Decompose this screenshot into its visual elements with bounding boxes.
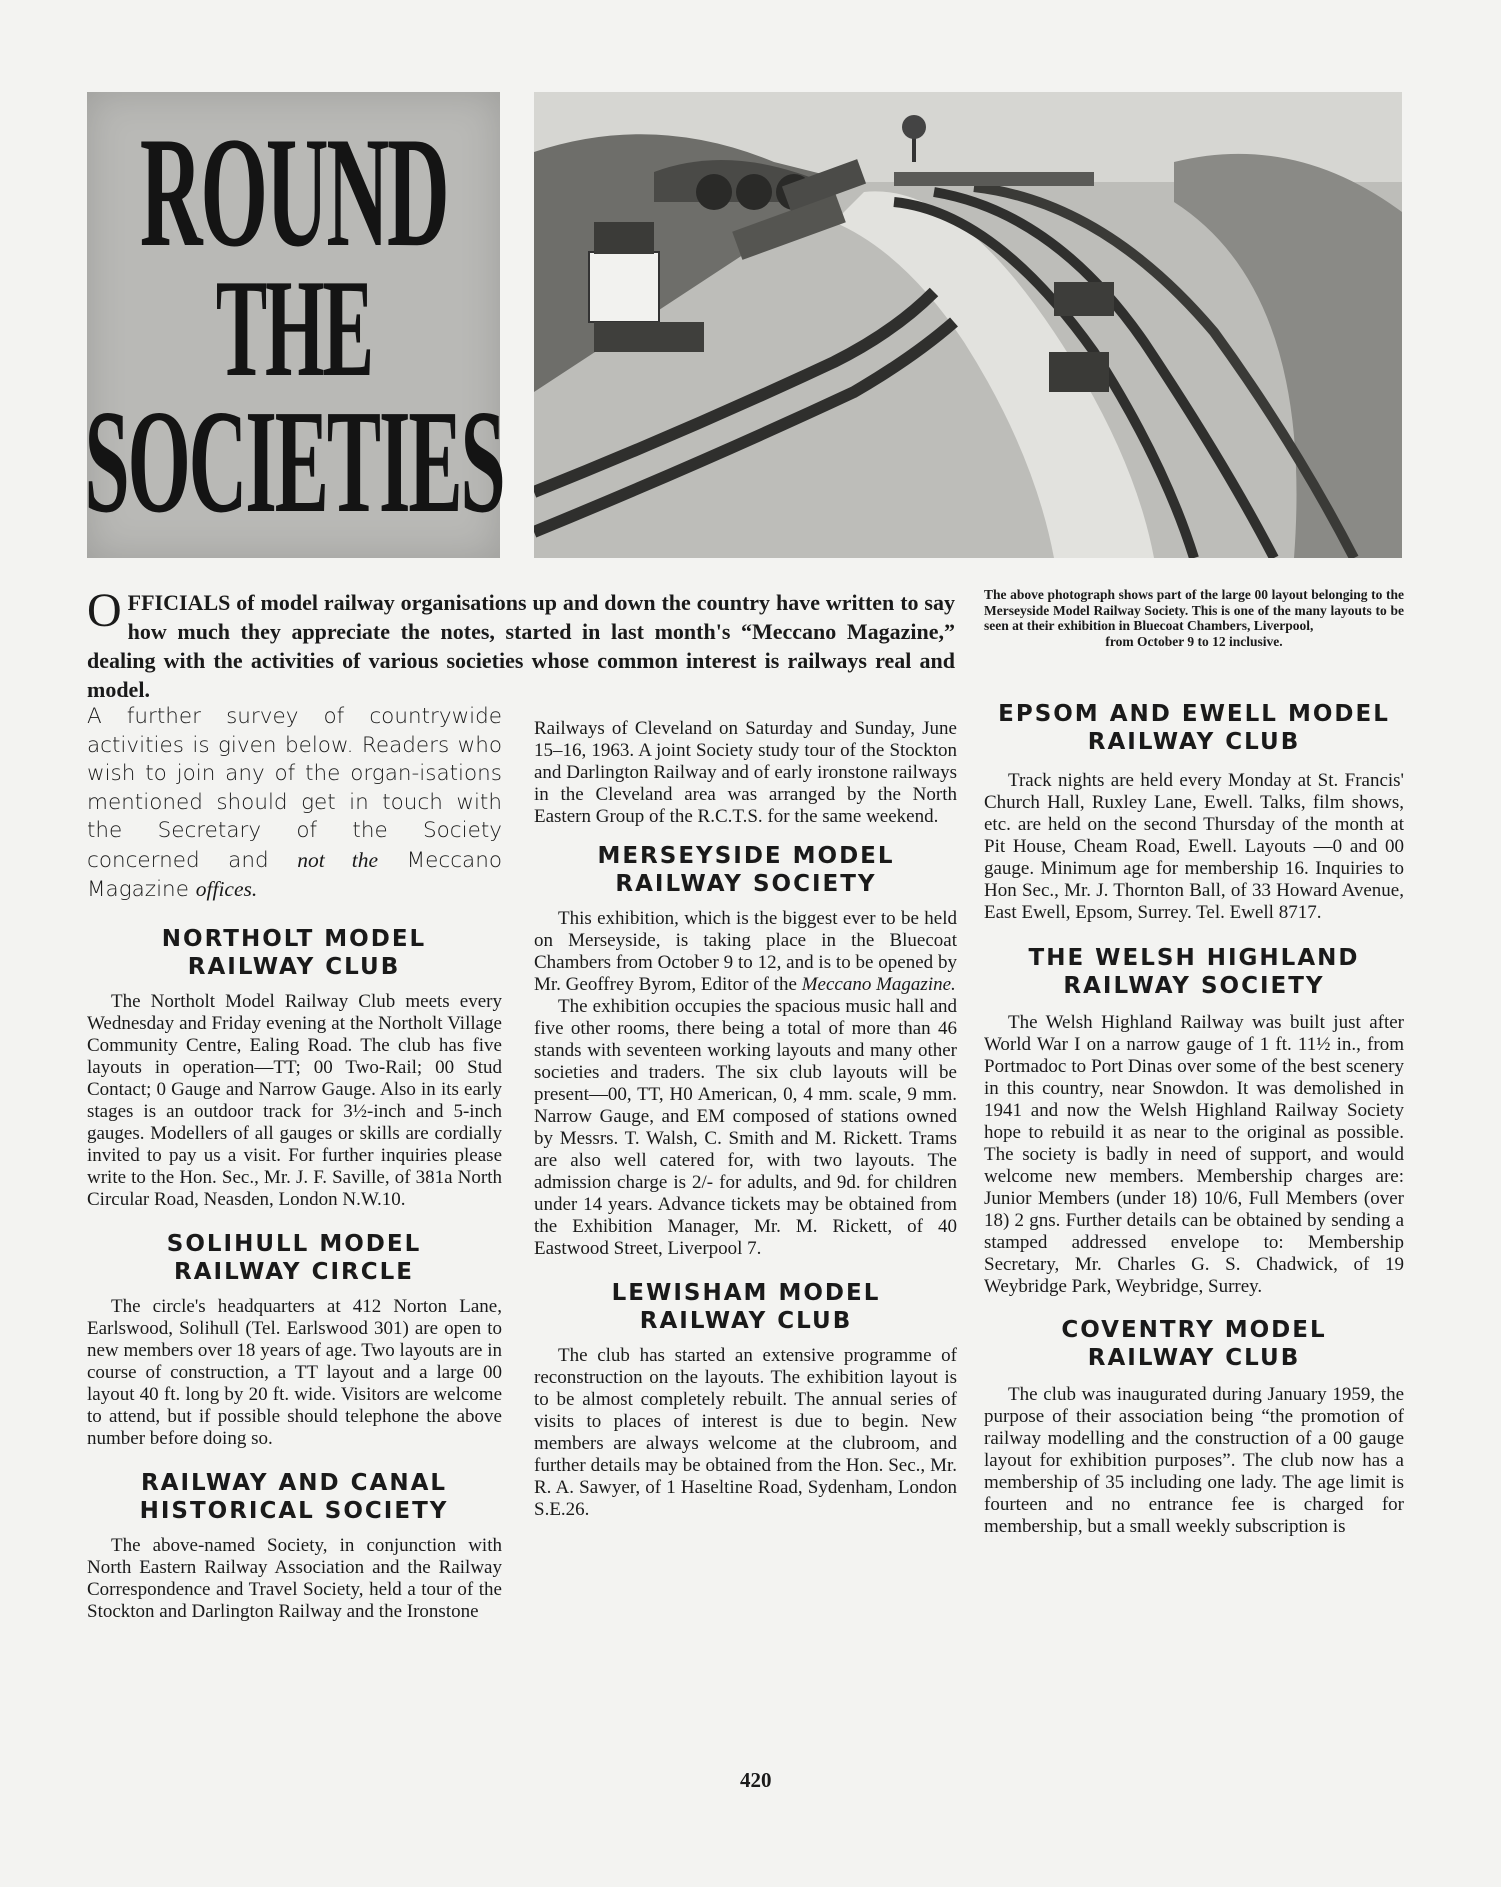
intro-text: FFICIALS of model railway organisations up and down the country have written to say how much they appreciate the notes, started in last month's “Meccano Magazine,” dealing with the activities of various societies whose common interest is railways real and model. [87, 590, 955, 702]
column-1 [87, 703, 502, 1623]
layout-photograph [534, 92, 1402, 558]
title-banner [83, 92, 504, 558]
body-canal-continued: Railways of Cleveland on Saturday and Sunday, June 15–16, 1963. A joint Society study tour of the Stockton and Darlington Railway and of early ironstone railways in the Cleveland area was arranged by the North Eastern Group of the R.C.T.S. for the same weekend. [534, 718, 957, 827]
heading-northolt: NORTHOLT MODEL RAILWAY CLUB [161, 925, 427, 980]
body-merseyside-2: The exhibition occupies the spacious music hall and five other rooms, there being a total of more than 46 stands with seventeen working layouts and many other societies and traders. The six club layouts will be present—00, TT, H0 American, 0, 4 mm. scale, 9 mm. Narrow Gauge, and EM composed of stations owned by Messrs. T. Walsh, C. Smith and M. Rickett. Trams are also well catered for, with two layouts. The admission charge is 2/- for adults, and 9d. for children under 14 years. Advance tickets may be obtained from the Exhibition Manager, Mr. M. Rickett, of 40 Eastwood Street, Liverpool 7. [534, 996, 957, 1259]
lead-paragraph [87, 703, 502, 905]
heading-merseyside: MERSEYSIDE MODEL RAILWAY SOCIETY [597, 843, 895, 897]
body-epsom: Track nights are held every Monday at St. Francis' Church Hall, Ruxley Lane, Ewell. Talks, film shows, etc. are held on the second Thursday of the month at Pit House, Cheam Road, Ewell. Layouts —0 and 00 gauge. Minimum age for membership 16. Inquiries to Hon Sec., Mr. J. Thornton Ball, of 33 Howard Avenue, East Ewell, Epsom, Surrey. Tel. Ewell 8717. [984, 770, 1404, 923]
body-northolt: The Northolt Model Railway Club meets every Wednesday and Friday evening at the Northolt Village Community Centre, Ealing Road. The club has five layouts in operation—TT; 00 Two-Rail; 00 Stud Contact; 0 Gauge and Narrow Gauge. Also in its early stages is an outdoor track for 3½-inch and 5-inch gauges. Modellers of all gauges or skills are cordially invited to pay us a visit. For further inquiries please write to the Hon. Sec., Mr. J. F. Saville, of 381a North Circular Road, Neasden, London N.W.10. [87, 990, 502, 1210]
caption-text: The above photograph shows part of the large 00 layout belonging to the Merseyside Model Railway Society. This is one of the many layouts to be seen at their exhibition in Bluecoat Chambers, Liverpool, [984, 587, 1404, 633]
lead-tail: Meccano Magazine [87, 847, 503, 902]
heading-epsom: EPSOM AND EWELL MODEL RAILWAY CLUB [998, 701, 1390, 755]
intro-paragraph [87, 584, 955, 704]
lead-emphasis: not the [297, 847, 379, 872]
title-line-3: SOCIETIES [83, 380, 504, 544]
drop-cap: O [87, 584, 122, 637]
column-3 [984, 700, 1404, 1538]
body-lewisham: The club has started an extensive programme of reconstruction on the layouts. The exhibition layout is to be almost completely rebuilt. The annual series of visits to places of interest is due to begin. New members are always welcome at the clubroom, and further details may be obtained from the Hon. Sec., Mr. R. A. Sawyer, of 1 Haseltine Road, Sydenham, London S.E.26. [534, 1345, 957, 1520]
merseyside-emphasis: Meccano Magazine. [801, 974, 956, 995]
heading-solihull: SOLIHULL MODEL RAILWAY CIRCLE [166, 1230, 422, 1285]
railway-layout-illustration [534, 92, 1402, 558]
lead-emphasis-2: offices. [195, 877, 258, 901]
body-solihull: The circle's headquarters at 412 Norton Lane, Earlswood, Solihull (Tel. Earlswood 301) are open to new members over 18 years of age. Two layouts are in course of construction, a TT layout and a large 00 layout 40 ft. long by 20 ft. wide. Visitors are welcome to attend, but if possible should telephone the above number before doing so. [87, 1295, 502, 1449]
title-line-2: THE [215, 251, 372, 407]
merseyside-text: This exhibition, which is the biggest ever to be held on Merseyside, is taking place in the Bluecoat Chambers from October 9 to 12, and is to be opened by Mr. Geoffrey Byrom, Editor of the [534, 908, 957, 995]
caption-last-line: from October 9 to 12 inclusive. [1105, 633, 1283, 649]
title-line-1: ROUND [139, 104, 448, 280]
heading-welsh: THE WELSH HIGHLAND RAILWAY SOCIETY [1028, 945, 1360, 999]
heading-coventry: COVENTRY MODEL RAILWAY CLUB [1061, 1317, 1327, 1371]
column-2 [534, 718, 957, 1521]
photo-caption [984, 587, 1404, 649]
body-coventry: The club was inaugurated during January 1959, the purpose of their association being “the promotion of railway modelling and the construction of a 00 gauge layout for exhibition purposes”. The club now has a membership of 35 including one lady. The age limit is fourteen and no entrance fee is charged for membership, but a small weekly subscription is [984, 1384, 1404, 1537]
heading-lewisham: LEWISHAM MODEL RAILWAY CLUB [611, 1280, 881, 1334]
lead-text: A further survey of countrywide activities is given below. Readers who wish to join any of the organ-isations mentioned should get in touch with the Secretary of the Society concerned and [87, 704, 502, 873]
body-merseyside-1 [534, 908, 957, 996]
page-number: 420 [740, 1768, 772, 1792]
body-welsh: The Welsh Highland Railway was built just after World War I on a narrow gauge of 1 ft. 11½ in., from Portmadoc to Port Dinas over some of the best scenery in this country, near Snowdon. It was demolished in 1941 and now the Welsh Highland Railway Society hope to rebuild it as near to the original as possible. The society is badly in need of support, and would welcome new members. Membership charges are: Junior Members (under 18) 10/6, Full Members (over 18) 2 gns. Further details can be obtained by sending a stamped addressed envelope to: Membership Secretary, Mr. Charles G. S. Chadwick, of 19 Weybridge Park, Weybridge, Surrey. [984, 1012, 1404, 1297]
body-canal: The above-named Society, in conjunction with North Eastern Railway Association and the Railway Correspondence and Travel Society, held a tour of the Stockton and Darlington Railway and the Ironstone [87, 1534, 502, 1622]
heading-canal: RAILWAY AND CANAL HISTORICAL SOCIETY [139, 1469, 449, 1524]
